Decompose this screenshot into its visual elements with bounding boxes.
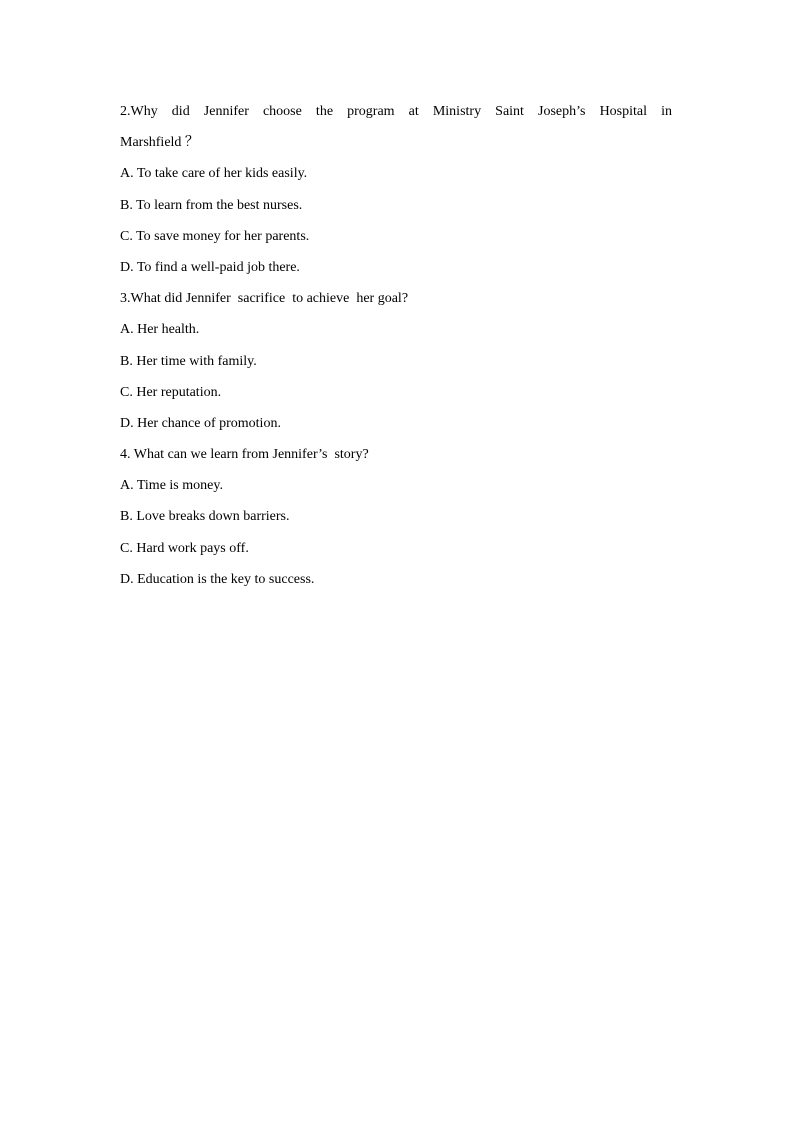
question-4-option-a: A. Time is money. [120, 478, 223, 494]
question-3-option-c: C. Her reputation. [120, 384, 222, 400]
question-3-option-b: B. Her time with family. [120, 353, 257, 369]
question-3-option-a: A. Her health. [120, 322, 200, 338]
question-list [120, 99, 672, 598]
question-2-option-c: C. To save money for her parents. [120, 228, 310, 244]
question-3-stem: 3.What did Jennifer sacrifice to achieve her goal? [120, 291, 409, 307]
question-2-option-d: D. To find a well-paid job there. [120, 259, 300, 275]
question-3-option-d: D. Her chance of promotion. [120, 415, 281, 431]
question-2-option-a: A. To take care of her kids easily. [120, 166, 308, 182]
question-4-option-c: C. Hard work pays off. [120, 540, 249, 556]
question-2-stem-continued: Marshfield ？ [120, 135, 199, 151]
question-4-option-b: B. Love breaks down barriers. [120, 509, 290, 525]
question-4-option-d: D. Education is the key to success. [120, 571, 315, 587]
question-2-option-b: B. To learn from the best nurses. [120, 197, 303, 213]
question-2-stem: 2.Why did Jennifer choose the program at Ministry Saint Joseph’s Hospital in [120, 104, 672, 119]
question-4-stem: 4. What can we learn from Jennifer’s story? [120, 447, 369, 463]
